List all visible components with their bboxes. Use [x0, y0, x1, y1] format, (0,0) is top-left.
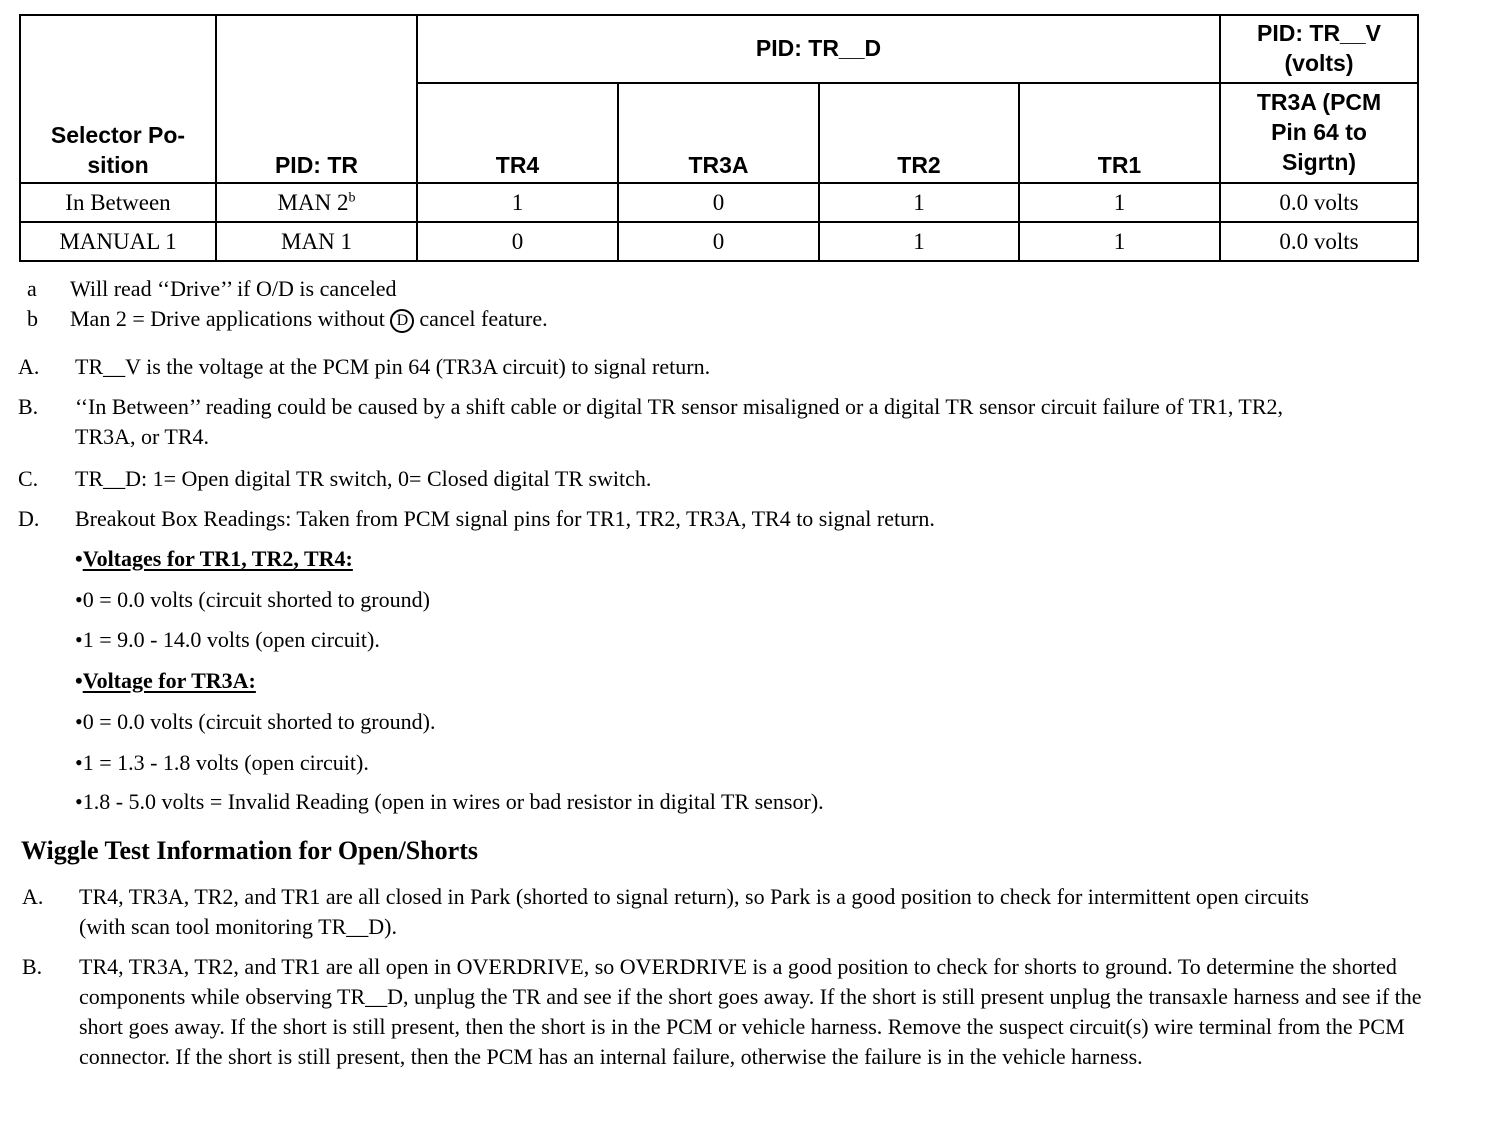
cell-selector-text: MANUAL 1: [59, 228, 177, 254]
header-tr1-text: TR1: [1097, 152, 1142, 178]
cell-tr4: [417, 183, 618, 222]
cell-tr3a: [618, 183, 819, 222]
cell-tr4: [417, 222, 618, 261]
header-pid-trv-text: PID: TR__V (volts): [1257, 20, 1381, 76]
header-tr4-text: TR4: [495, 152, 540, 178]
wiggle-key: B.: [22, 954, 43, 979]
cell-tr2-text: 1: [913, 189, 925, 215]
note-c: [18, 464, 1438, 494]
wiggle-text: TR4, TR3A, TR2, and TR1 are all open in OVERDRIVE, so OVERDRIVE is a good position to check for shorts to ground. To determine the shorted components while observing TR__D, unplug the TR and see if the short goes away. If the short is still present unplug the transaxle harness and see if the short goes away. If the short is still present, then the short is in the PCM or vehicle harness. Remove the suspect circuit(s) wire terminal from the PCM connector. If the short is still present, then the PCM has an internal failure, otherwise the failure is in the vehicle harness.: [79, 954, 1422, 1069]
header-tr4: [417, 83, 618, 183]
header-tr3a: [618, 83, 819, 183]
header-tr3a-pcm: [1220, 83, 1418, 183]
footnote-a: [27, 276, 397, 302]
header-selector-position-text: Selector Po- sition: [50, 122, 186, 178]
header-tr3a-text: TR3A: [688, 152, 749, 178]
wiggle-item-a: [22, 882, 1342, 942]
footnote-text: Man 2 = Drive applications without: [70, 306, 385, 331]
header-selector-position: [20, 15, 216, 183]
pid-table: [19, 14, 1419, 262]
cell-tr2-text: 1: [913, 228, 925, 254]
cell-tr1: [1019, 183, 1220, 222]
cell-pid-tr-text: MAN 2: [277, 189, 349, 215]
tr-sensor-table: [19, 14, 1419, 262]
note-key: D.: [18, 506, 40, 531]
overdrive-circle-icon: D: [390, 309, 414, 333]
note-text: TR__V is the voltage at the PCM pin 64 (TR3A circuit) to signal return.: [75, 354, 711, 379]
cell-tr1-text: 1: [1113, 228, 1126, 254]
cell-tr3a-text: 0: [712, 189, 725, 215]
voltage-item: •0 = 0.0 volts (circuit shorted to ground).: [75, 709, 436, 734]
cell-tr3a-text: 0: [712, 228, 725, 254]
note-text: Breakout Box Readings: Taken from PCM signal pins for TR1, TR2, TR3A, TR4 to signal return.: [75, 506, 935, 531]
wiggle-item-b: [22, 952, 1442, 1072]
wiggle-text: TR4, TR3A, TR2, and TR1 are all closed in Park (shorted to signal return), so Park is a good position to check for intermittent open circuits (with scan tool monitoring TR__D).: [79, 884, 1309, 939]
header-tr3a-pcm-text: TR3A (PCM Pin 64 to Sigrtn): [1256, 89, 1382, 175]
table-row: [20, 183, 1418, 222]
voltages-tr124-heading-text: Voltages for TR1, TR2, TR4:: [82, 546, 353, 571]
cell-tr1-text: 1: [1113, 189, 1126, 215]
cell-selector-text: In Between: [65, 189, 171, 215]
footnote-key: a: [27, 276, 37, 301]
cell-volts-text: 0.0 volts: [1279, 189, 1359, 215]
cell-selector: [20, 183, 216, 222]
cell-pid-tr-text: MAN 1: [281, 228, 352, 254]
footnote-b: [27, 306, 548, 333]
voltage-tr3a-heading-text: Voltage for TR3A:: [82, 668, 256, 693]
footnote-text-after: cancel feature.: [419, 306, 548, 331]
voltage-tr3a-heading: •Voltage for TR3A:: [75, 668, 256, 693]
header-pid-trv: [1220, 15, 1418, 83]
cell-tr3a: [618, 222, 819, 261]
footnote-key: b: [27, 306, 38, 331]
header-pid-tr: [216, 15, 417, 183]
cell-pid-tr-superscript: b: [348, 189, 356, 205]
header-tr2: [819, 83, 1019, 183]
cell-tr2: [819, 222, 1019, 261]
table-row: [20, 222, 1418, 261]
cell-tr4-text: 0: [511, 228, 524, 254]
cell-pid-tr: [216, 183, 417, 222]
voltage-item: •0 = 0.0 volts (circuit shorted to ground): [75, 587, 430, 612]
cell-selector: [20, 222, 216, 261]
cell-tr4-text: 1: [511, 189, 524, 215]
note-text: TR__D: 1= Open digital TR switch, 0= Closed digital TR switch.: [75, 466, 652, 491]
note-key: A.: [18, 354, 40, 379]
header-tr2-text: TR2: [897, 152, 941, 178]
note-d: [18, 504, 1438, 534]
cell-pid-tr: [216, 222, 417, 261]
header-pid-trd: [417, 15, 1220, 83]
header-pid-tr-text: PID: TR: [274, 152, 359, 178]
voltage-item: •1 = 9.0 - 14.0 volts (open circuit).: [75, 627, 380, 652]
cell-volts: [1220, 183, 1418, 222]
header-tr1: [1019, 83, 1220, 183]
cell-tr2: [819, 183, 1019, 222]
header-row-1: [20, 15, 1418, 83]
cell-volts: [1220, 222, 1418, 261]
note-text: ‘‘In Between’’ reading could be caused by a shift cable or digital TR sensor misaligned or a digital TR sensor circuit failure of TR1, TR2, TR3A, or TR4.: [75, 394, 1284, 449]
header-pid-trd-text: PID: TR__D: [755, 35, 882, 61]
footnote-text: Will read ‘‘Drive’’ if O/D is canceled: [70, 276, 397, 301]
note-a: [18, 352, 1438, 382]
cell-volts-text: 0.0 volts: [1279, 228, 1359, 254]
note-key: B.: [18, 394, 39, 419]
voltage-item: •1 = 1.3 - 1.8 volts (open circuit).: [75, 750, 369, 775]
cell-tr1: [1019, 222, 1220, 261]
wiggle-heading: Wiggle Test Information for Open/Shorts: [21, 836, 478, 865]
voltage-item: •1.8 - 5.0 volts = Invalid Reading (open in wires or bad resistor in digital TR sensor).: [75, 789, 824, 814]
voltages-tr124-heading: •Voltages for TR1, TR2, TR4:: [75, 546, 353, 571]
note-b: [18, 392, 1338, 452]
wiggle-key: A.: [22, 884, 44, 909]
note-key: C.: [18, 466, 39, 491]
